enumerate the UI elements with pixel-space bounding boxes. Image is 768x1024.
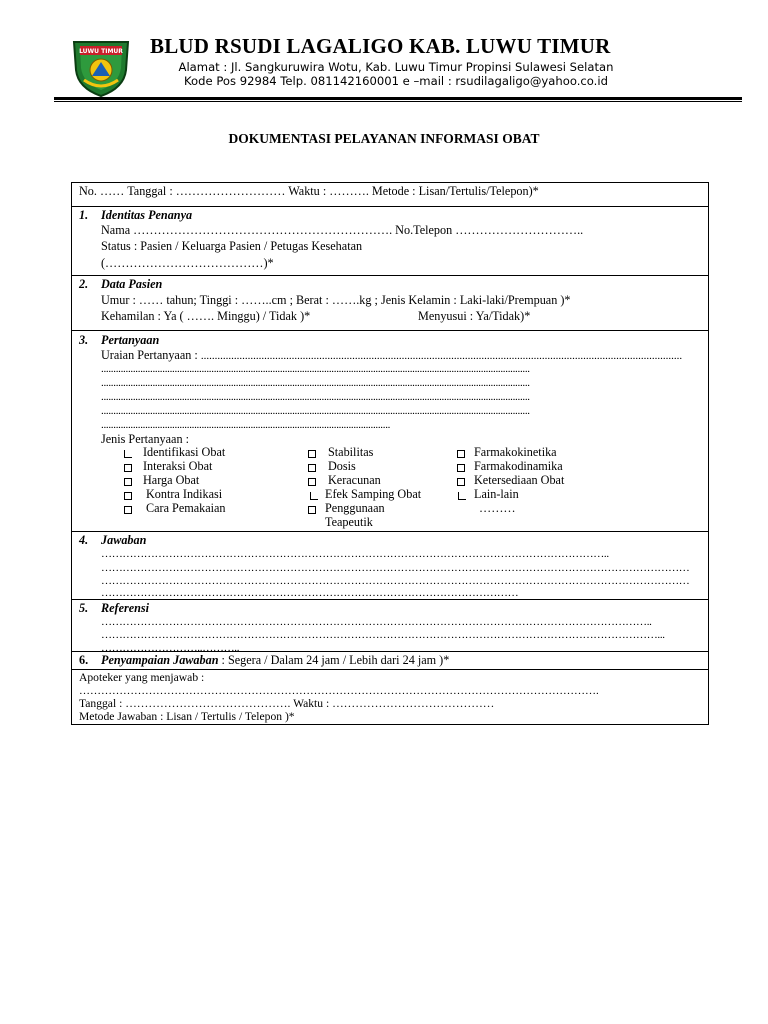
uraian-pertanyaan-line[interactable] <box>101 348 701 363</box>
section-number: 6. <box>79 653 89 667</box>
lain-lain-blank[interactable]: ……… <box>479 501 516 515</box>
checkbox-lain-lain[interactable] <box>458 492 466 500</box>
option-label: Cara Pemakaian <box>146 501 226 515</box>
status-field: Status : Pasien / Keluarga Pasien / Petugas Kesehatan <box>101 239 363 253</box>
option-label: Interaksi Obat <box>143 459 213 473</box>
referensi-line[interactable]: ………………………..……….. <box>101 642 240 654</box>
pertanyaan-line[interactable]: ............................................................................................................................................................................... <box>101 377 530 389</box>
checkbox-stabilitas[interactable] <box>308 450 316 458</box>
section-title-referensi: Referensi <box>101 601 150 615</box>
penyampaian-options[interactable]: : Segera / Dalam 24 jam / Lebih dari 24 jam )* <box>218 653 450 667</box>
option-label: Penggunaan <box>325 501 385 515</box>
checkbox-keracunan[interactable] <box>308 478 316 486</box>
referensi-line[interactable]: ……………………………………………………………………………………………………………………………………….. <box>101 616 652 628</box>
referensi-line[interactable]: …………………………………………………………………………………………………………………………………………... <box>101 629 665 641</box>
address-line-1: Alamat : Jl. Sangkuruwira Wotu, Kab. Luwu Timur Propinsi Sulawesi Selatan <box>178 60 614 74</box>
option-label: Farmakokinetika <box>474 445 557 459</box>
apoteker-label: Apoteker yang menjawab : <box>79 671 205 684</box>
row-divider <box>71 599 709 600</box>
tanggal-waktu-field[interactable]: Tanggal : ……………………………………. Waktu : …………………………………… <box>79 697 495 710</box>
option-label: Keracunan <box>328 473 381 487</box>
row-divider <box>71 669 709 670</box>
header-rule-thin <box>54 101 742 102</box>
section-title-data-pasien: Data Pasien <box>101 277 163 291</box>
section-number: 3. <box>79 333 89 347</box>
option-label: Kontra Indikasi <box>146 487 223 501</box>
option-label: Dosis <box>328 459 356 473</box>
option-label-continuation: Teapeutik <box>325 515 373 529</box>
section-title-penyampaian: Penyampaian Jawaban <box>101 653 219 667</box>
nama-field[interactable]: Nama ………………………………………………………. No.Telepon ………………………….. <box>101 223 584 237</box>
header-rule <box>54 97 742 100</box>
checkbox-harga-obat[interactable] <box>124 478 132 486</box>
address-line-2: Kode Pos 92984 Telp. 081142160001 e –mail : rsudilagaligo@yahoo.co.id <box>184 74 608 88</box>
jawaban-line[interactable]: ………………………………………………………………………………………………………………………………………………… <box>101 575 690 587</box>
option-label: Farmakodinamika <box>474 459 563 473</box>
section-number: 5. <box>79 601 89 615</box>
uraian-label: Uraian Pertanyaan : <box>101 348 201 362</box>
option-label: Ketersediaan Obat <box>474 473 565 487</box>
checkbox-penggunaan-teapeutik[interactable] <box>308 506 316 514</box>
checkbox-efek-samping-obat[interactable] <box>310 492 318 500</box>
section-title-identitas: Identitas Penanya <box>101 208 193 222</box>
checkbox-cara-pemakaian[interactable] <box>124 506 132 514</box>
row-divider <box>71 206 709 207</box>
option-label: Harga Obat <box>143 473 200 487</box>
option-label: Stabilitas <box>328 445 374 459</box>
patient-measurements-field[interactable]: Umur : …… tahun; Tinggi : ……..cm ; Berat : …….kg ; Jenis Kelamin : Laki-laki/Prempuan )* <box>101 293 571 307</box>
pertanyaan-line[interactable]: ...................................................................................................................... <box>101 419 391 431</box>
row-divider <box>71 330 709 331</box>
section-number: 4. <box>79 533 89 547</box>
uraian-dots: ............................................................................................................................................................................... <box>200 350 683 362</box>
form-header-line: No. …… Tanggal : ……………………… Waktu : ………. Metode : Lisan/Tertulis/Telepon)* <box>79 184 539 198</box>
penyampaian-jawaban-row <box>101 653 449 668</box>
status-detail-field[interactable]: (…………………………………)* <box>101 256 274 270</box>
logo-text: LUWU TIMUR <box>79 48 123 55</box>
section-title-pertanyaan: Pertanyaan <box>101 333 160 347</box>
jenis-pertanyaan-label: Jenis Pertanyaan : <box>101 432 189 446</box>
checkbox-dosis[interactable] <box>308 464 316 472</box>
jawaban-line[interactable]: ……………………………………………………………………………………………………… <box>101 587 519 599</box>
metode-jawaban-field: Metode Jawaban : Lisan / Tertulis / Telepon )* <box>79 710 295 723</box>
document-title: DOKUMENTASI PELAYANAN INFORMASI OBAT <box>228 131 540 146</box>
apoteker-name-field[interactable]: ……………………………………………………………………………………………………………………………. <box>79 685 599 697</box>
checkbox-farmakokinetika[interactable] <box>457 450 465 458</box>
option-label: Lain-lain <box>474 487 519 501</box>
section-number: 1. <box>79 208 89 222</box>
pertanyaan-line[interactable]: ............................................................................................................................................................................... <box>101 363 530 375</box>
checkbox-farmakodinamika[interactable] <box>457 464 465 472</box>
row-divider <box>71 275 709 276</box>
row-divider <box>71 531 709 532</box>
option-label: Identifikasi Obat <box>143 445 226 459</box>
section-number: 2. <box>79 277 89 291</box>
checkbox-kontra-indikasi[interactable] <box>124 492 132 500</box>
checkbox-interaksi-obat[interactable] <box>124 464 132 472</box>
section-title-jawaban: Jawaban <box>101 533 147 547</box>
pertanyaan-line[interactable]: ............................................................................................................................................................................... <box>101 405 530 417</box>
kehamilan-field[interactable]: Kehamilan : Ya ( ……. Minggu) / Tidak )* <box>101 309 311 323</box>
jawaban-line[interactable]: …………………………………………………………………………………………………………………………….. <box>101 548 609 560</box>
pertanyaan-line[interactable]: ............................................................................................................................................................................... <box>101 391 530 403</box>
regency-logo <box>68 36 134 98</box>
menyusui-field[interactable]: Menyusui : Ya/Tidak)* <box>418 309 531 323</box>
option-label: Efek Samping Obat <box>325 487 422 501</box>
jawaban-line[interactable]: ………………………………………………………………………………………………………………………………………………… <box>101 562 690 574</box>
checkbox-ketersediaan-obat[interactable] <box>457 478 465 486</box>
checkbox-identifikasi-obat[interactable] <box>124 450 132 458</box>
organization-name: BLUD RSUDI LAGALIGO KAB. LUWU TIMUR <box>150 34 611 58</box>
